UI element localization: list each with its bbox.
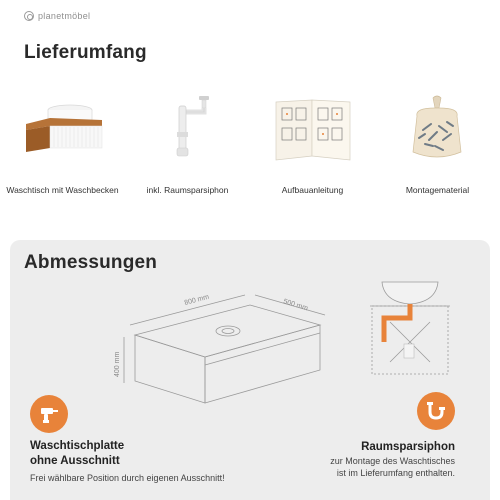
cabinet-dimension-drawing (100, 265, 340, 425)
brand-name: planetmöbel (38, 11, 91, 21)
brand-logo (24, 11, 90, 21)
siphon-icon (145, 86, 230, 166)
siphon-detail-drawing (360, 272, 460, 382)
feature-right-text-line2: ist im Lieferumfang enthalten. (336, 468, 455, 478)
planet-logo-icon (24, 11, 34, 21)
hardware-bag-icon (395, 86, 480, 166)
scope-item-vanity (0, 80, 125, 210)
siphon-pipe-icon (417, 392, 455, 430)
feature-left-heading (30, 439, 230, 469)
feature-left-text: Frei wählbare Position durch eigenen Ausschnitt! (30, 473, 225, 483)
scope-item-label: Montagematerial (405, 185, 470, 195)
drill-icon (30, 395, 68, 433)
scope-item-siphon (125, 80, 250, 210)
width-dimension-label: 800 mm (183, 293, 210, 307)
height-dimension-label: 400 mm (114, 351, 121, 377)
scope-item-label: Waschtisch mit Waschbecken (6, 185, 119, 195)
feature-right-heading: Raumsparsiphon (361, 441, 455, 453)
scope-item-label: inkl. Raumsparsiphon (146, 185, 229, 195)
scope-items (0, 80, 500, 210)
dimensions-title: Abmessungen (24, 252, 158, 273)
manual-icon (270, 86, 355, 166)
scope-title: Lieferumfang (24, 42, 147, 63)
vanity-cabinet-icon (20, 86, 105, 166)
feature-right-text (265, 455, 455, 479)
feature-left-heading-line2: ohne Ausschnitt (30, 455, 120, 467)
depth-dimension-label: 500 mm (282, 298, 309, 313)
feature-left-heading-line1: Waschtischplatte (30, 440, 125, 452)
scope-item-manual (250, 80, 375, 210)
feature-right-text-line1: zur Montage des Waschtisches (330, 456, 455, 466)
scope-item-label: Aufbauanleitung (281, 185, 344, 195)
scope-item-hardware (375, 80, 500, 210)
